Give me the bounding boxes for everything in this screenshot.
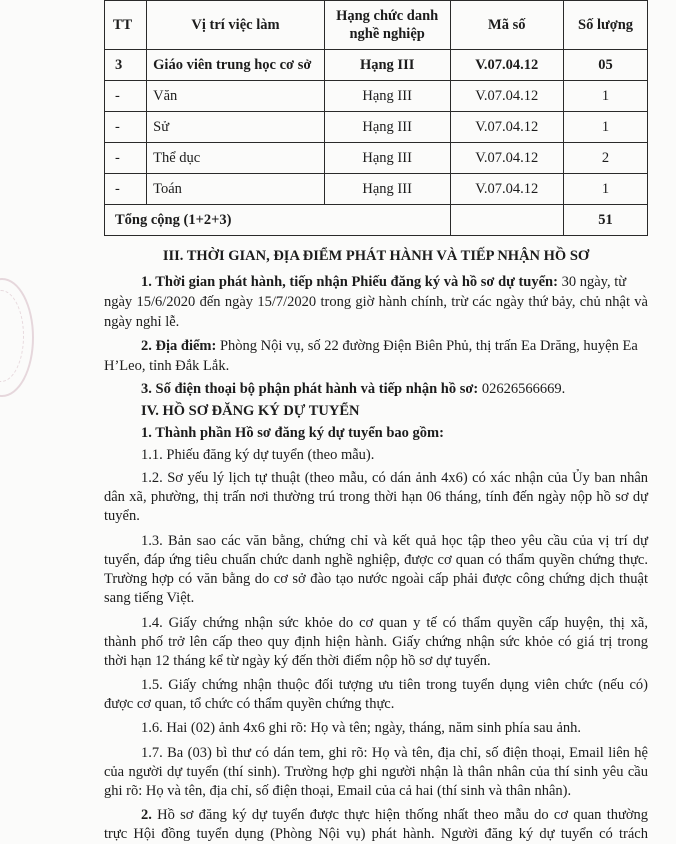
label-3-3: 3. Số điện thoại bộ phận phát hành và tiếp nhận hồ sơ: [141, 381, 479, 397]
item-1-2-line1: 1.2. Sơ yếu lý lịch tự thuật (theo mẫu, có dán ảnh 4x6) có xác nhận của Ủy ban nhân [141, 470, 648, 486]
table-row [105, 50, 648, 81]
text-3-2-tail: Phòng Nội vụ, số 22 đường Điện Biên Phủ, thị trấn Ea Drăng, huyện Ea [216, 338, 638, 354]
cell-tt: - [105, 143, 147, 174]
text-3-2-line2: H’Leo, tỉnh Đắk Lắk. [104, 358, 230, 374]
cell-position: Giáo viên trung học cơ sở [147, 50, 325, 81]
item-1-2-line3: tuyển. [104, 508, 140, 524]
header-code: Mã số [450, 1, 564, 50]
cell-code: V.07.04.12 [450, 81, 564, 112]
text-4-2-tail: Hồ sơ đăng ký dự tuyển được thực hiện thống nhất theo mẫu do cơ quan thường [151, 807, 648, 823]
cell-quantity: 1 [564, 81, 648, 112]
cell-tt: - [105, 112, 147, 143]
cell-code: V.07.04.12 [450, 50, 564, 81]
item-1-4-line2: thành phố trở lên cấp theo quy định hiện hành. Giấy chứng nhận sức khỏe có giá trị trong [104, 634, 648, 650]
cell-position: Thể dục [147, 143, 325, 174]
item-1-5-line2: được cơ quan, tổ chức có thẩm quyền chứng thực. [104, 696, 395, 712]
text-3-1-tail: 30 ngày, từ [557, 274, 627, 290]
paragraph-4-2-line1 [141, 806, 648, 825]
cell-rank: Hạng III [324, 143, 450, 174]
item-1-3-line4: sang tiếng Việt. [104, 590, 195, 606]
subheading-4-1: 1. Thành phần Hồ sơ đăng ký dự tuyển bao gồm: [141, 425, 444, 441]
item-1-1: 1.1. Phiếu đăng ký dự tuyển (theo mẫu). [141, 447, 375, 463]
item-1-3-line3: Trường hợp có văn bằng do cơ sở đào tạo nước ngoài cấp phải được công chứng dịch thuật [104, 571, 648, 587]
table-row [105, 81, 648, 112]
cell-quantity: 1 [564, 174, 648, 205]
cell-tt: - [105, 174, 147, 205]
table-row [105, 112, 648, 143]
cell-code-empty [450, 205, 564, 236]
cell-code: V.07.04.12 [450, 112, 564, 143]
item-1-5-line1: 1.5. Giấy chứng nhận thuộc đối tượng ưu tiên trong tuyển dụng viên chức (nếu có) [141, 677, 648, 693]
item-1-6: 1.6. Hai (02) ảnh 4x6 ghi rõ: Họ và tên; ngày, tháng, năm sinh phía sau ảnh. [141, 720, 582, 736]
cell-rank: Hạng III [324, 174, 450, 205]
table-row [105, 143, 648, 174]
cell-quantity: 1 [564, 112, 648, 143]
header-tt: TT [105, 1, 147, 50]
header-position: Vị trí việc làm [147, 1, 325, 50]
text-3-1-line2: ngày 15/6/2020 đến ngày 15/7/2020 trong giờ hành chính, trừ các ngày thứ bảy, chủ nhật và [104, 294, 648, 310]
paragraph-4-2-line2: trực Hội đồng tuyển dụng (Phòng Nội vụ) phát hành. Người đăng ký dự tuyển có trách [104, 826, 648, 842]
label-4-2: 2. [141, 807, 152, 823]
header-quantity: Số lượng [564, 1, 648, 50]
text-3-1-line3: ngày nghỉ lễ. [104, 314, 180, 330]
item-1-2-line2: dân xã, phường, thị trấn nơi thường trú trong thời hạn 06 tháng, tính đến ngày nộp hồ sơ dự [104, 489, 648, 505]
paragraph-3-3 [141, 380, 648, 399]
header-rank: Hạng chức danh nghề nghiệp [324, 1, 450, 50]
cell-position: Văn [147, 81, 325, 112]
cell-quantity: 2 [564, 143, 648, 174]
cell-rank: Hạng III [324, 81, 450, 112]
item-1-7-line2: của người dự tuyển (thí sinh). Trường hợp ghi người nhận là thân nhân của thí sinh yêu cầu [104, 764, 648, 780]
cell-tt: 3 [105, 50, 147, 81]
cell-position: Sử [147, 112, 325, 143]
cell-rank: Hạng III [324, 112, 450, 143]
cell-position: Toán [147, 174, 325, 205]
label-3-2: 2. Địa điểm: [141, 338, 217, 354]
table-total-row [105, 205, 648, 236]
cell-code: V.07.04.12 [450, 174, 564, 205]
item-1-4-line1: 1.4. Giấy chứng nhận sức khỏe do cơ quan y tế có thẩm quyền cấp huyện, thị xã, [141, 615, 648, 631]
cell-code: V.07.04.12 [450, 143, 564, 174]
item-1-7-line1: 1.7. Ba (03) bì thư có dán tem, ghi rõ: Họ và tên, địa chỉ, số điện thoại, Email liên hệ [141, 745, 648, 761]
item-1-4-line3: thời hạn 12 tháng kể từ ngày ký đến thời điểm nộp hồ sơ dự tuyển. [104, 653, 491, 669]
total-quantity: 51 [564, 205, 648, 236]
label-3-1: 1. Thời gian phát hành, tiếp nhận Phiếu đăng ký và hồ sơ dự tuyển: [141, 274, 558, 290]
total-label: Tổng cộng (1+2+3) [105, 205, 451, 236]
section-4-heading: IV. HỒ SƠ ĐĂNG KÝ DỰ TUYỂN [141, 403, 360, 419]
table-header-row [105, 1, 648, 50]
table-row [105, 174, 648, 205]
item-1-7-line3: ghi rõ: Họ và tên, địa chỉ, số điện thoại, Email của cả hai (thí sinh và thân nhân). [104, 783, 572, 799]
section-3-heading: III. THỜI GIAN, ĐỊA ĐIỂM PHÁT HÀNH VÀ TIẾP NHẬN HỒ SƠ [162, 248, 590, 264]
paragraph-3-2 [141, 337, 648, 356]
cell-rank: Hạng III [324, 50, 450, 81]
cell-tt: - [105, 81, 147, 112]
recruitment-table [104, 0, 648, 236]
cell-quantity: 05 [564, 50, 648, 81]
item-1-3-line1: 1.3. Bản sao các văn bằng, chứng chỉ và kết quả học tập theo yêu cầu của vị trí dự [141, 533, 648, 549]
text-3-3-tail: 02626566669. [478, 381, 566, 397]
item-1-3-line2: tuyển, đáp ứng tiêu chuẩn chức danh nghề nghiệp, được cơ quan có thẩm quyền chứng thực. [104, 552, 648, 568]
paragraph-3-1 [141, 273, 648, 292]
